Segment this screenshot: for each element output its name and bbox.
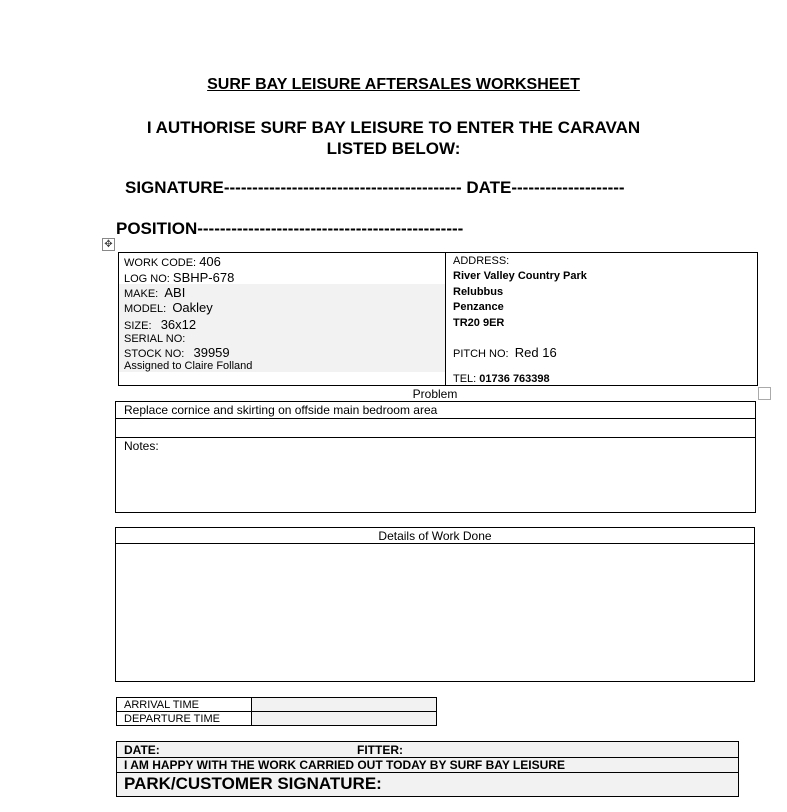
address-line: Penzance xyxy=(453,301,504,313)
log-no: LOG NO: SBHP-678 xyxy=(124,270,235,285)
position-line: POSITION----------------------------------------------- xyxy=(116,219,464,238)
table-resize-handle[interactable] xyxy=(758,387,771,400)
address-label: ADDRESS: xyxy=(453,255,510,267)
problem-text[interactable]: Replace cornice and skirting on offside main bedroom area xyxy=(124,403,438,417)
column-divider xyxy=(445,253,446,385)
make: MAKE: ABI xyxy=(124,285,186,300)
size: SIZE: 36x12 xyxy=(124,317,197,332)
page-title: SURF BAY LEISURE AFTERSALES WORKSHEET xyxy=(207,76,580,93)
signature-date-line: SIGNATURE------------------------------------------ DATE-------------------- xyxy=(125,178,625,197)
pitch-no: PITCH NO: Red 16 xyxy=(453,345,557,360)
table-move-handle-icon[interactable]: ✥ xyxy=(102,238,115,251)
work-done-table xyxy=(115,527,755,682)
notes-label: Notes: xyxy=(124,439,159,453)
telephone: TEL: 01736 763398 xyxy=(453,373,550,385)
details-label: Details of Work Done xyxy=(378,529,492,543)
assigned-to: Assigned to Claire Folland xyxy=(124,360,253,372)
customer-signature-label: PARK/CUSTOMER SIGNATURE: xyxy=(124,774,382,793)
arrival-time-label: ARRIVAL TIME xyxy=(124,699,199,711)
authorise-line-2: LISTED BELOW: xyxy=(326,139,461,158)
address-line: Relubbus xyxy=(453,286,504,298)
work-code: WORK CODE: 406 xyxy=(124,254,221,269)
serial-no: SERIAL NO: xyxy=(124,333,186,345)
authorise-line-1: I AUTHORISE SURF BAY LEISURE TO ENTER THE CARAVAN xyxy=(146,118,641,137)
date-label: DATE: xyxy=(124,743,160,757)
satisfaction-statement: I AM HAPPY WITH THE WORK CARRIED OUT TODAY BY SURF BAY LEISURE xyxy=(124,758,565,772)
address-postcode: TR20 9ER xyxy=(453,317,505,329)
times-table xyxy=(116,697,437,726)
problem-table xyxy=(115,401,756,513)
address-line: River Valley Country Park xyxy=(453,270,587,282)
fitter-label: FITTER: xyxy=(357,743,403,757)
departure-time-label: DEPARTURE TIME xyxy=(124,713,220,725)
problem-label: Problem xyxy=(412,387,458,401)
caravan-info-table xyxy=(118,252,758,386)
stock-no: STOCK NO: 39959 xyxy=(124,345,230,360)
model: MODEL: Oakley xyxy=(124,300,213,315)
authorisation-statement xyxy=(0,117,787,159)
customer-signoff-table xyxy=(116,741,739,797)
